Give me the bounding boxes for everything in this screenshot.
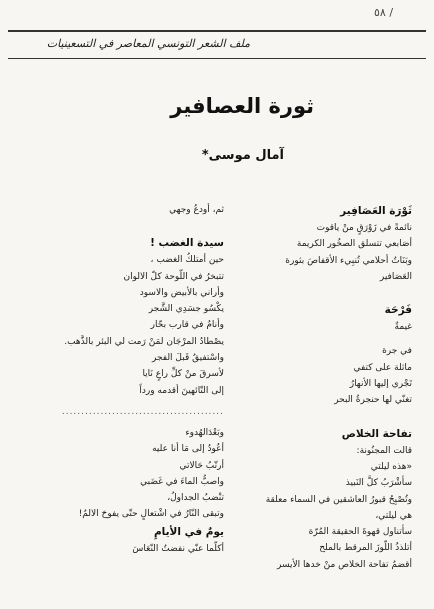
poem-line: سأشْرَبُ كلَّ النَبيذ [345,478,412,489]
stanza-heading: تفاحة الخلاص [341,427,412,440]
poem-line: أرتّبُ حَالاتي [179,460,224,471]
poem-line: «هذه ليلتي [370,461,412,472]
header-rule-bottom [8,58,426,59]
poem-line: تغنّي لها حنجرةُ البحر [334,395,412,406]
poem-line: أكلّما عنّي نفضتُ النّعَاسَ [132,543,224,554]
poem-line: واسْتفيقُ قَبلَ الفجر [151,353,224,364]
poem-line: أصَابعي تتسلق الصخُور الكريمة [296,239,412,250]
stanza-heading: فَرْحَة [384,304,412,317]
poem-line: وأراني بالأبيض والاسود [139,287,224,298]
poem-line: يصْطادُ المرْجَان لمَنْ رَمت لي البئر بالذَّهب. [64,336,224,347]
header-rule-top [8,30,426,32]
poem-line: العَصَافير [379,271,412,282]
poem-line: في جرة [382,346,412,357]
stanza-gap [212,409,412,425]
stanza-gap [24,417,224,425]
poem-line: وبَعْدَالهُدوء [185,427,224,438]
poem-author: آمال موسى* [201,148,284,163]
poem-line: هي ليلتي، [375,510,412,521]
stanza-gap [212,335,412,343]
poem-line: تنْضبُ الجداولُ، [167,493,224,504]
poem-line: وبَنَاتُ أحلامي تُنبِيء الأقفاصَ بثورة [285,255,412,266]
poem-line: تَجْري إليها الأنهارُ [349,379,412,390]
page-number: / ٥٨ [374,6,394,19]
stanza-gap [212,285,412,301]
poem-line: سأتناول قهوةَ الحقيقة المُرّة [308,527,412,538]
stanza-gap [24,218,224,234]
poem-line: أتلذذُ اللّوزَ المرقط بالملح [319,543,412,554]
poem-line: إلى التّائهينَ أقدمه ورداً [139,385,224,396]
dotted-separator: .......................................... [61,406,224,417]
poem-line: نائمةً في زَوْرَقٍ منْ ياقوت [316,223,412,233]
poem-line: أقضمُ تفاحة الخلاص منْ خدها الأيسر [277,559,412,570]
poem-line: تتبخرُ في اللّوحة كلّ الالوان [123,271,224,282]
poem-line: ثم، أودعُ وجهي [169,205,224,215]
poem-column-right [212,202,412,573]
poem-line: واصبُّ الماءَ في غَضَبي [140,476,224,487]
poem-line: وتبقى النّارُ في اشْتعالٍ حتّى يفوحَ الالمُ! [78,509,224,520]
poem-line: وتُصْبِحُ قبورُ العاشقين في السماء معلقة [265,494,412,505]
poem-column-left [24,202,224,557]
poem-line: قالت المجنُونة: [356,445,412,456]
stanza-gap [24,399,224,407]
section-header-title: ملف الشعر التونسي المعاصر في التسعينيات [46,37,250,50]
poem-line: غيمةٌ [394,322,412,333]
section-header [8,30,426,60]
poem-title: ثورة العصافير [170,94,314,118]
stanza-heading: سيدة الغضب ! [150,237,224,250]
poem-line: أعُودُ إلى مَا أنا عليه [152,444,224,455]
poem-line: حين أمتلكُ الغضب ، [150,255,224,266]
poem-line: وأنامُ في قارب بحّار [150,320,224,331]
poem-line: يكْسُو جسَدِي الشَّجر [148,304,224,315]
stanza-heading: ثَوْرَة العَصَافِير [340,205,412,217]
stanza-heading: يومٌ في الأيامِ [153,525,224,538]
poem-line: لأسرقَ منْ كلِّ راعٍ نَايا [142,369,224,380]
poem-line: ماثلة على كتفي [353,362,412,373]
